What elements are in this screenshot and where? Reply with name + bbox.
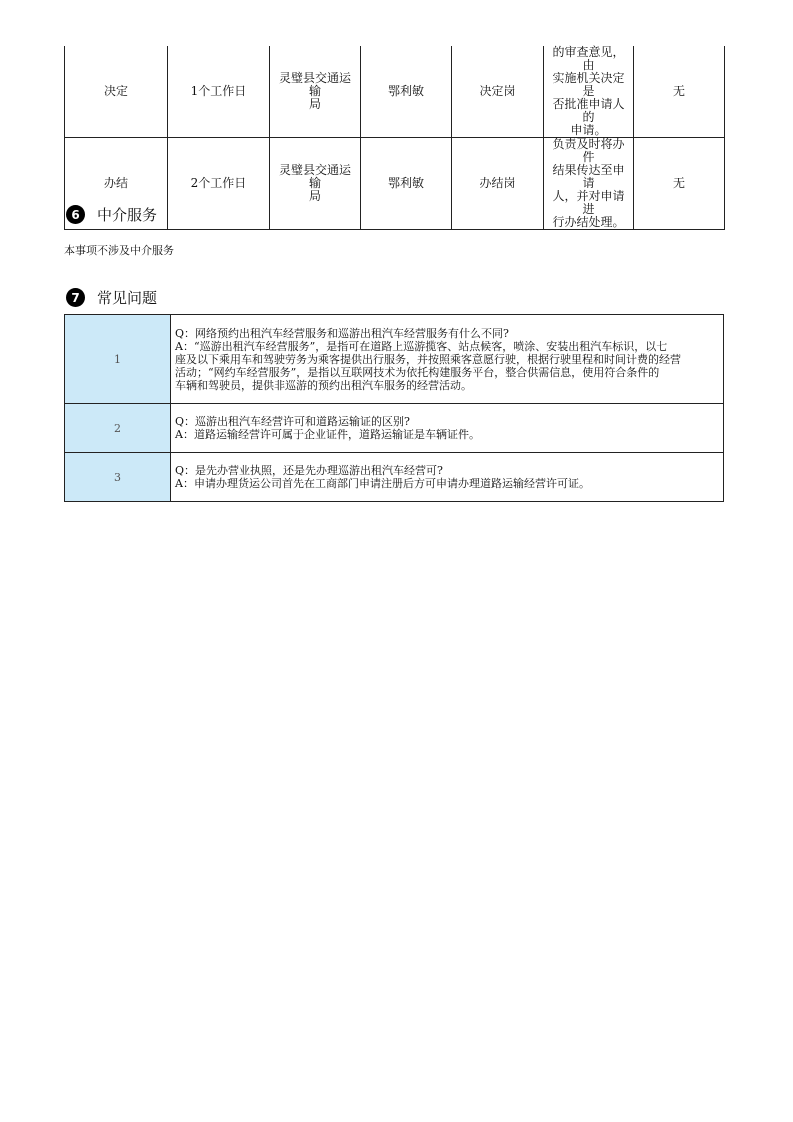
faq-content	[171, 404, 724, 453]
step-cell: 决定	[65, 46, 168, 138]
faq-line: A：申请办理货运公司首先在工商部门申请注册后方可申请办理道路运输经营许可证。	[175, 477, 590, 490]
person-cell: 鄂利敏	[361, 46, 452, 138]
faq-line: Q：巡游出租汽车经营许可和道路运输证的区别?	[175, 415, 410, 428]
faq-row	[65, 404, 724, 453]
dept-line: 灵璧县交通运输	[278, 71, 351, 98]
post-cell: 决定岗	[452, 46, 544, 138]
section-text: 本事项不涉及中介服务	[64, 244, 174, 257]
faq-number: 2	[65, 404, 171, 453]
desc-line: 的审查意见，由	[552, 45, 625, 72]
desc-line: 否批准申请人的	[552, 97, 625, 124]
table-row	[65, 138, 725, 230]
desc-line: 实施机关决定是	[552, 71, 625, 98]
dept-cell	[270, 46, 361, 138]
faq-line: 座及以下乘用车和驾驶劳务为乘客提供出行服务，并按照乘客意愿行驶，根据行驶里程和时间计费的经营	[175, 352, 681, 366]
section-heading-faq	[66, 287, 157, 308]
time-cell: 1个工作日	[168, 46, 270, 138]
section-heading-intermediary	[66, 204, 157, 225]
time-cell: 2个工作日	[168, 138, 270, 230]
section-title: 中介服务	[97, 206, 158, 224]
section-number-badge: 6	[66, 205, 85, 224]
faq-number: 1	[65, 315, 171, 404]
faq-table	[64, 314, 724, 502]
person-cell: 鄂利敏	[361, 138, 452, 230]
desc-line: 结果传达至申请	[552, 163, 625, 190]
faq-line: A：“巡游出租汽车经营服务”，是指可在道路上巡游揽客、站点候客，喷涂、安装出租汽车标识，以七	[175, 339, 668, 353]
desc-cell	[544, 138, 634, 230]
dept-line: 灵璧县交通运输	[278, 163, 351, 190]
desc-line: 人，并对申请进	[552, 189, 625, 216]
process-table	[64, 46, 725, 230]
extra-cell: 无	[634, 46, 725, 138]
faq-content	[171, 315, 724, 404]
post-cell: 办结岗	[452, 138, 544, 230]
dept-line: 局	[308, 97, 321, 111]
faq-line: 车辆和驾驶员，提供非巡游的预约出租汽车服务的经营活动。	[175, 378, 472, 392]
desc-line: 行办结处理。	[552, 215, 625, 229]
dept-line: 局	[308, 189, 321, 203]
table-row	[65, 46, 725, 138]
section-number-badge: 7	[66, 288, 85, 307]
faq-line: A：道路运输经营许可属于企业证件，道路运输证是车辆证件。	[175, 428, 480, 441]
faq-row	[65, 453, 724, 502]
faq-number: 3	[65, 453, 171, 502]
faq-line: Q：是先办营业执照，还是先办理巡游出租汽车经营可?	[175, 464, 443, 477]
extra-cell: 无	[634, 138, 725, 230]
faq-line: 活动；“网约车经营服务”，是指以互联网技术为依托构建服务平台，整合供需信息，使用符合条件的	[175, 365, 660, 379]
faq-content	[171, 453, 724, 502]
faq-line: Q：网络预约出租汽车经营服务和巡游出租汽车经营服务有什么不同?	[175, 326, 509, 340]
desc-cell	[544, 46, 634, 138]
faq-row	[65, 315, 724, 404]
desc-line: 负责及时将办件	[552, 137, 625, 164]
section-title: 常见问题	[97, 289, 158, 307]
step-cell: 办结	[65, 138, 168, 230]
dept-cell	[270, 138, 361, 230]
desc-line: 申请。	[570, 123, 607, 137]
